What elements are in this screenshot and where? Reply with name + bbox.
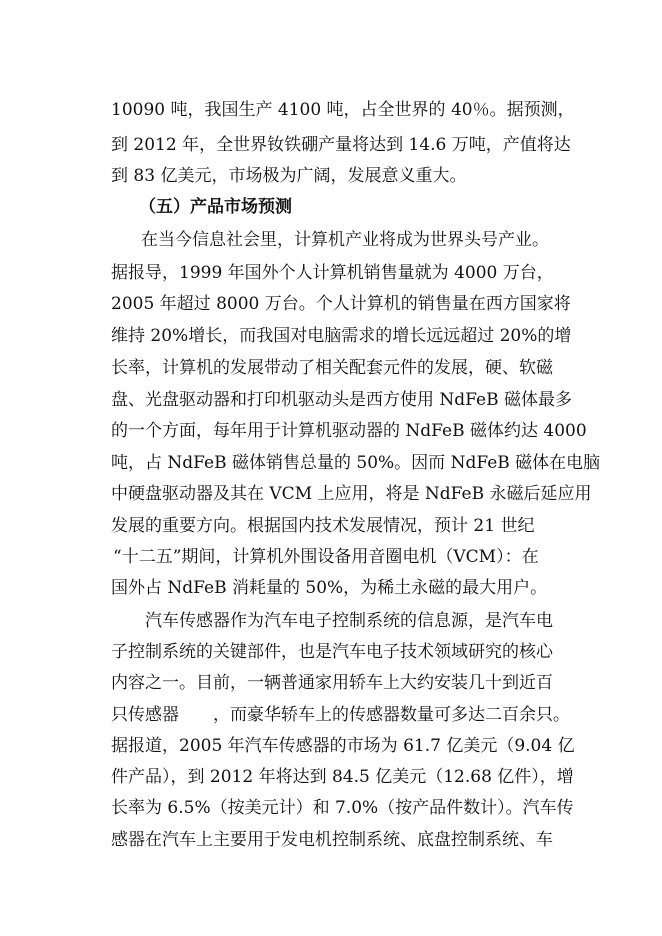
intro-line-2: 到 2012 年，全世界钕铁硼产量将达到 14.6 万吨，产值将达 bbox=[111, 135, 571, 155]
automotive-line-8: 感器在汽车上主要用于发电机控制系统、底盘控制系统、车 bbox=[111, 830, 553, 850]
section-heading: （五）产品市场预测 bbox=[139, 197, 292, 217]
computer-line-11: “十二五”期间，计算机外围设备用音圈电机（VCM）：在 bbox=[113, 547, 539, 567]
automotive-line-1: 汽车传感器作为汽车电子控制系统的信息源，是汽车电 bbox=[145, 611, 553, 631]
computer-line-8: 吨，占 NdFeB 磁体销售总量的 50%。因而 NdFeB 磁体在电脑 bbox=[111, 453, 601, 473]
computer-line-2: 据报导，1999 年国外个人计算机销售量就为 4000 万台， bbox=[111, 263, 554, 283]
computer-line-6: 盘、光盘驱动器和打印机驱动头是西方使用 NdFeB 磁体最多 bbox=[111, 390, 572, 410]
automotive-line-4: 只传感器 ，而豪华轿车上的传感器数量可多达二百余只。 bbox=[111, 705, 570, 725]
computer-line-3: 2005 年超过 8000 万台。个人计算机的销售量在西方国家将 bbox=[111, 294, 571, 314]
automotive-line-2: 子控制系统的关键部件，也是汽车电子技术领域研究的核心 bbox=[111, 642, 553, 662]
computer-line-4: 维持 20%增长，而我国对电脑需求的增长远远超过 20%的增 bbox=[111, 326, 572, 346]
automotive-line-3: 内容之一。目前，一辆普通家用轿车上大约安装几十到近百 bbox=[111, 673, 553, 693]
computer-line-5: 长率，计算机的发展带动了相关配套元件的发展，硬、软磁 bbox=[111, 358, 553, 378]
intro-line-1: 10090 吨，我国生产 4100 吨，占全世界的 40％。据预测， bbox=[111, 100, 575, 120]
computer-line-10: 发展的重要方向。根据国内技术发展情况，预计 21 世纪 bbox=[111, 516, 535, 536]
computer-line-12: 国外占 NdFeB 消耗量的 50%，为稀土永磁的最大用户。 bbox=[111, 578, 548, 598]
computer-line-1: 在当今信息社会里，计算机产业将成为世界头号产业。 bbox=[141, 230, 549, 250]
automotive-line-6: 件产品），到 2012 年将达到 84.5 亿美元（12.68 亿件），增 bbox=[111, 767, 574, 787]
intro-line-3: 到 83 亿美元，市场极为广阔，发展意义重大。 bbox=[111, 166, 467, 186]
computer-line-9: 中硬盘驱动器及其在 VCM 上应用，将是 NdFeB 永磁后延应用 bbox=[111, 484, 592, 504]
automotive-line-5: 据报道，2005 年汽车传感器的市场为 61.7 亿美元（9.04 亿 bbox=[111, 736, 575, 756]
automotive-line-7: 长率为 6.5%（按美元计）和 7.0%（按产品件数计）。汽车传 bbox=[111, 798, 574, 818]
computer-line-7: 的一个方面，每年用于计算机驱动器的 NdFeB 磁体约达 4000 bbox=[111, 421, 587, 441]
